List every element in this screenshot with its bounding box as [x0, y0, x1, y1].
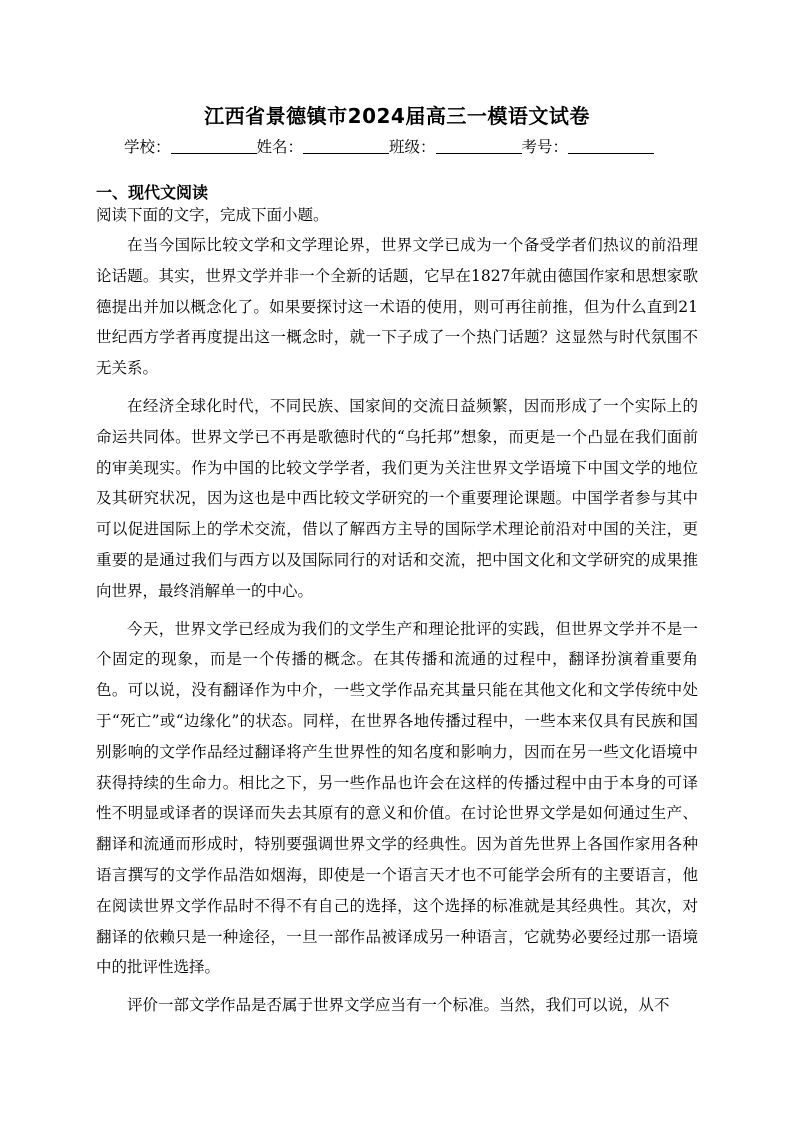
name-blank — [303, 135, 389, 154]
passage-paragraph: 在经济全球化时代，不同民族、国家间的交流日益频繁，因而形成了一个实际上的命运共同体。世界文学已不再是歌德时代的“乌托邦”想象，而更是一个凸显在我们面前的审美现实。作为中国的比较文学学者，我们更为关注世界文学语境下中国文学的地位及其研究状况，因为这也是中西比较文学研究的一个重要理论课题。中国学者参与其中可以促进国际上的学术交流，借以了解西方主导的国际学术理论前沿对中国的关注，更重要的是通过我们与西方以及国际同行的对话和交流，把中国文化和文学研究的成果推向世界，最终消解单一的中心。 — [96, 396, 698, 600]
passage-paragraph: 在当今国际比较文学和文学理论界，世界文学已成为一个备受学者们热议的前沿理论话题。其实，世界文学并非一个全新的话题，它早在1827年就由德国作家和思想家歌德提出并加以概念化了。如果要探讨这一术语的使用，则可再往前推，但为什么直到21世纪西方学者再度提出这一概念时，就一下子成了一个热门话题？这显然与时代氛围不无关系。 — [96, 236, 698, 378]
school-blank — [171, 135, 257, 154]
name-label: 姓名： — [256, 138, 304, 156]
exam-title: 江西省景德镇市2024届高三一模语文试卷 — [204, 104, 590, 128]
exam-number-blank — [568, 135, 654, 154]
passage-paragraph: 评价一部文学作品是否属于世界文学应当有一个标准。当然，我们可以说，从不 — [127, 996, 670, 1015]
exam-number-label: 考号： — [521, 138, 569, 156]
reading-instruction: 阅读下面的文字，完成下面小题。 — [96, 206, 329, 224]
passage-paragraph: 今天，世界文学已经成为我们的文学生产和理论批评的实践，但世界文学并不是一个固定的现象，而是一个传播的概念。在其传播和流通的过程中，翻译扮演着重要角色。可以说，没有翻译作为中介，一些文学作品充其量只能在其他文化和文学传统中处于“死亡”或“边缘化”的状态。同样，在世界各地传播过程中，一些本来仅具有民族和国别影响的文学作品经过翻译将产生世界性的知名度和影响力，因而在另一些文化语境中获得持续的生命力。相比之下，另一些作品也许会在这样的传播过程中由于本身的可译性不明显或译者的误译而失去其原有的意义和价值。在讨论世界文学是如何通过生产、翻译和流通而形成时，特别要强调世界文学的经典性。因为首先世界上各国作家用各种语言撰写的文学作品浩如烟海，即使是一个语言天才也不可能学会所有的主要语言，他在阅读世界文学作品时不得不有自己的选择，这个选择的标准就是其经典性。其次，对翻译的依赖只是一种途径，一旦一部作品被译成另一种语言，它就势必要经过那一语境中的批评性选择。 — [96, 619, 698, 977]
class-label: 班级： — [389, 138, 436, 156]
section-heading: 一、现代文阅读 — [96, 183, 209, 202]
class-blank — [436, 135, 522, 154]
school-label: 学校： — [124, 138, 171, 156]
student-info-row — [124, 135, 684, 158]
reading-passage — [96, 230, 698, 1028]
